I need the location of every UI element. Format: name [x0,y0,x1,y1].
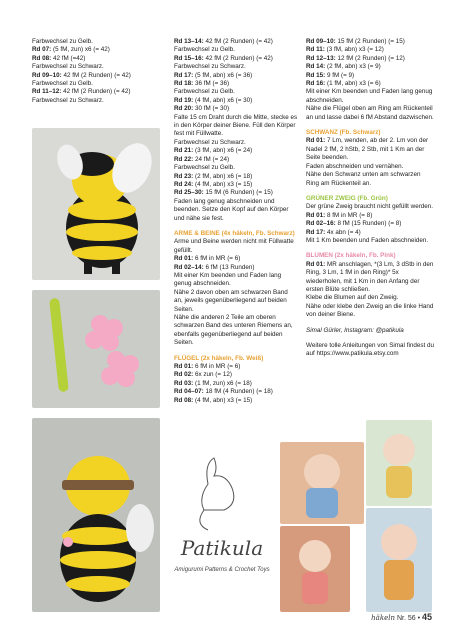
twig-line [306,203,434,211]
round-label: Rd 19: [174,96,194,104]
col3a-line [306,88,434,105]
line-text: 8 fM in MR (= 8) [325,211,373,219]
column-2 [174,38,298,405]
flower-line [306,303,434,320]
round-label: Rd 14: [306,63,326,71]
round-label: Rd 01: [306,260,326,268]
round-label: Rd 02–16: [306,220,336,228]
line-text: Mit einer Km beenden und Faden lang genug abschneiden. [306,88,433,104]
flower-heading: BLUMEN (2x häkeln, Fb. Pink) [306,252,396,260]
line-text: Faden abschneiden und vernähen. [306,162,404,170]
sting-instructions [306,137,434,187]
flowers-photo [32,290,160,408]
round-label: Rd 08: [32,54,52,62]
round-label: Rd 07: [32,46,52,54]
round-label: Rd 13–14: [174,38,204,45]
line-text: Nähe den Schwanz unten am schwarzen Ring am Rückenteil an. [306,171,421,187]
round-label: Rd 01: [174,255,194,263]
wing-line [174,380,298,388]
col2a-line [174,88,298,96]
line-text: (5 fM, zun) x6 (= 42) [51,46,110,54]
line-text: Farbwechsel zu Gelb. [32,80,93,88]
col3a-line [306,55,434,63]
more-patterns: Weitere tolle Anleitungen von Simal findest du auf https://www.patikula.etsy.com [306,342,434,358]
doll-photo-1 [280,442,364,524]
col2a-line [174,114,298,139]
legs-line [174,272,298,289]
round-label: Rd 02: [174,371,194,379]
line-text: (3 fM, abn) x3 (= 12) [324,46,384,54]
legs-line [174,238,298,255]
col3a-line [306,63,434,71]
round-label: Rd 22: [174,155,194,163]
col1-line [32,80,160,88]
col1-line [32,63,160,71]
line-text: Arme und Beine werden nicht mit Füllwatte gefüllt. [174,238,294,254]
twig-line [306,237,434,245]
line-text: (4 fM, abn) x3 (= 15) [193,396,253,404]
round-label: Rd 11: [306,46,325,54]
line-text: 4x abn (= 4) [325,228,361,236]
line-text: 24 fM (= 24) [193,155,230,163]
line-text: 15 fM (2 Runden) (= 15) [335,38,405,45]
column-1 [32,38,160,105]
col2a-line [174,72,298,80]
line-text: Farbwechsel zu Gelb. [174,164,235,172]
col2a-line [174,164,298,172]
round-label: Rd 24: [174,180,194,188]
round-label: Rd 03: [174,379,194,387]
line-text: Nähe die Flügel oben am Ring am Rückenteil an und lasse dabei 6 fM Abstand dazwischen. [306,105,434,121]
flower-instructions [306,261,434,320]
col1-line [32,72,160,80]
doll-photo-2 [366,420,432,506]
wing-line [174,388,298,396]
col2a-line [174,189,298,197]
line-text: Farbwechsel zu Schwarz. [32,63,104,71]
round-label: Rd 25–30: [174,189,204,197]
page-footer: häkeln Nr. 56 • 45 [371,612,432,622]
line-text: (4 fM, abn) x6 (= 30) [193,96,253,104]
col2a-line [174,181,298,189]
line-text: Nähe 2 davon oben am schwarzen Band an, jeweils gegenüberliegend auf beiden Seiten. [174,288,288,313]
line-text: 18 fM (4 Runden) (= 18) [203,388,273,396]
round-label: Rd 20: [174,105,194,113]
twig-heading: GRÜNER ZWEIG (Fb. Grün) [306,194,388,202]
line-text: Farbwechsel zu Schwarz. [174,63,246,71]
line-text: (1 fM, abn) x3 (= 6) [325,80,381,88]
line-text: Nähe oder klebe den Zweig an die linke Hand von deiner Biene. [306,302,434,319]
line-text: MR anschlagen, *(3 Lm, 3 dStb in den Ring, 3 Lm, 1 fM in den Ring)* 5x wiederholen, mit 1 Km in den Anfang der ersten Blüte schließen. [306,260,434,293]
wing-instructions [174,363,298,405]
sting-line [306,171,434,188]
col1-line [32,88,160,96]
col2a-line [174,156,298,164]
col3a-line [306,105,434,122]
logo-name: Patikula [180,536,264,560]
line-text: 6 fM (13 Runden) [203,263,255,271]
round-label: Rd 01: [174,363,194,371]
magazine-name: häkeln [371,614,395,622]
round-label: Rd 21: [174,147,194,155]
line-text: Farbwechsel zu Schwarz. [32,96,104,104]
legs-line [174,289,298,314]
round-label: Rd 16: [306,80,326,88]
line-text: 8 fM (15 Runden) (= 8) [335,220,402,228]
line-text: 6 fM in MR (= 6) [193,363,241,371]
line-text: Mit 1 Km beenden und Faden abschneiden. [306,236,429,244]
line-text: Falte 15 cm Draht durch die Mitte, stecke es in den Körper deiner Biene. Füll den Körper fest mit Füllwatte. [174,113,298,138]
wing-rounds-list [306,38,434,122]
line-text: 12 fM (2 Runden) (= 12) [335,54,405,62]
col3a-line [306,38,434,46]
line-text: 7 Lm, wenden, ab der 2. Lm von der Nadel 2 fM, 2 hStb, 2 Stb, mit 1 Km an der Seite beenden. [306,137,429,162]
line-text: Klebe die Blumen auf den Zweig. [306,294,399,302]
doll-photo-3 [280,526,350,612]
wing-heading: FLÜGEL (2x häkeln, Fb. Weiß) [174,354,264,362]
line-text: (3 fM, abn) x6 (= 24) [193,147,253,155]
legs-line [174,255,298,263]
round-label: Rd 15–16: [174,54,204,62]
col3a-line [306,46,434,54]
line-text: 42 fM (2 Runden) (= 42) [61,71,131,79]
wing-line [174,363,298,371]
col2a-line [174,80,298,88]
round-label: Rd 01: [306,137,326,145]
col3a-line [306,80,434,88]
col2a-line [174,198,298,223]
twig-line [306,220,434,228]
col1-line [32,46,160,54]
wing-line [174,371,298,379]
col2a-line [174,173,298,181]
line-text: 6x zun (= 12) [193,371,232,379]
col1-line [32,97,160,105]
line-text: 42 fM (2 Runden) (= 42) [203,54,273,62]
line-text: Farbwechsel zu Gelb. [174,46,235,54]
bee-photo-top [32,128,160,280]
bee-photo-bottom [32,418,160,612]
legs-instructions [174,238,298,347]
line-text: Der grüne Zweig braucht nicht gefüllt werden. [306,203,434,211]
line-text: 30 fM (= 30) [193,105,230,113]
round-label: Rd 08: [174,396,194,404]
line-text: (4 fM, abn) x3 (= 15) [193,180,253,188]
round-label: Rd 23: [174,172,194,180]
line-text: 42 fM (2 Runden) (= 42) [61,88,131,96]
round-label: Rd 04–07: [174,388,204,396]
line-text: Farbwechsel zu Gelb. [32,38,93,45]
col2a-line [174,97,298,105]
line-text: Farbwechsel zu Schwarz. [174,138,246,146]
line-text: 42 fM (2 Runden) (= 42) [203,38,273,45]
col2a-line [174,55,298,63]
twig-instructions [306,203,434,245]
line-text: Faden lang genug abschneiden und beenden. Setze den Kopf auf den Körper und nähe sie fest. [174,197,289,222]
col2a-line [174,147,298,155]
signature: Simal Gürler, Instagram: @patikula [306,326,404,334]
line-text: (5 fM, abn) x6 (= 36) [193,71,253,79]
wing-line [174,397,298,405]
round-label: Rd 15: [306,71,326,79]
col2a-line [174,63,298,71]
round-label: Rd 17: [306,228,326,236]
line-text: (2 fM, abn) x3 (= 9) [325,63,381,71]
sting-line [306,137,434,162]
flower-line [306,261,434,295]
legs-line [174,314,298,348]
twig-line [306,212,434,220]
col2a-line [174,46,298,54]
line-text: (1 fM, zun) x6 (= 18) [193,379,252,387]
round-label: Rd 18: [174,80,194,88]
col2a-line [174,105,298,113]
col1-line [32,55,160,63]
line-text: Nähe die anderen 2 Teile am oberen schwarzen Band des unteren Riemens an, ebenfalls gegenüberliegend auf beiden Seiten. [174,314,293,347]
patikula-logo [174,454,270,604]
round-label: Rd 01: [306,211,326,219]
twig-line [306,229,434,237]
round-label: Rd 09–10: [32,71,62,79]
issue-number: Nr. 56 [396,615,416,622]
legs-line [174,264,298,272]
logo-tagline: Amigurumi Patterns & Crochet Toys [174,567,270,573]
round-label: Rd 11–12: [32,88,62,96]
line-text: Farbwechsel zu Gelb. [174,88,235,96]
column-3 [306,38,434,359]
round-label: Rd 09–10: [306,38,336,45]
body-round-list [174,38,298,223]
flower-line [306,294,434,302]
col2a-line [174,38,298,46]
sting-line [306,163,434,171]
round-label: Rd 02–14: [174,263,204,271]
col2a-line [174,139,298,147]
round-label: Rd 12–13: [306,54,336,62]
round-label: Rd 17: [174,71,194,79]
line-text: 42 fM (=42) [51,54,86,62]
sting-heading: SCHWANZ (Fb. Schwarz) [306,129,381,137]
legs-heading: ARME & BEINE (4x häkeln, Fb. Schwarz) [174,229,295,237]
line-text: 36 fM (= 36) [193,80,230,88]
line-text: (2 fM, abn) x6 (= 18) [193,172,253,180]
col1-line [32,38,160,46]
line-text: 6 fM in MR (= 6) [193,255,241,263]
line-text: 9 fM (= 9) [325,71,355,79]
line-text: Mit einer Km beenden und Faden lang genug abschneiden. [174,271,282,288]
doll-photo-4 [366,508,432,612]
page-number: 45 [421,612,432,622]
col3a-line [306,72,434,80]
line-text: 15 fM (6 Runden) (= 15) [203,189,273,197]
